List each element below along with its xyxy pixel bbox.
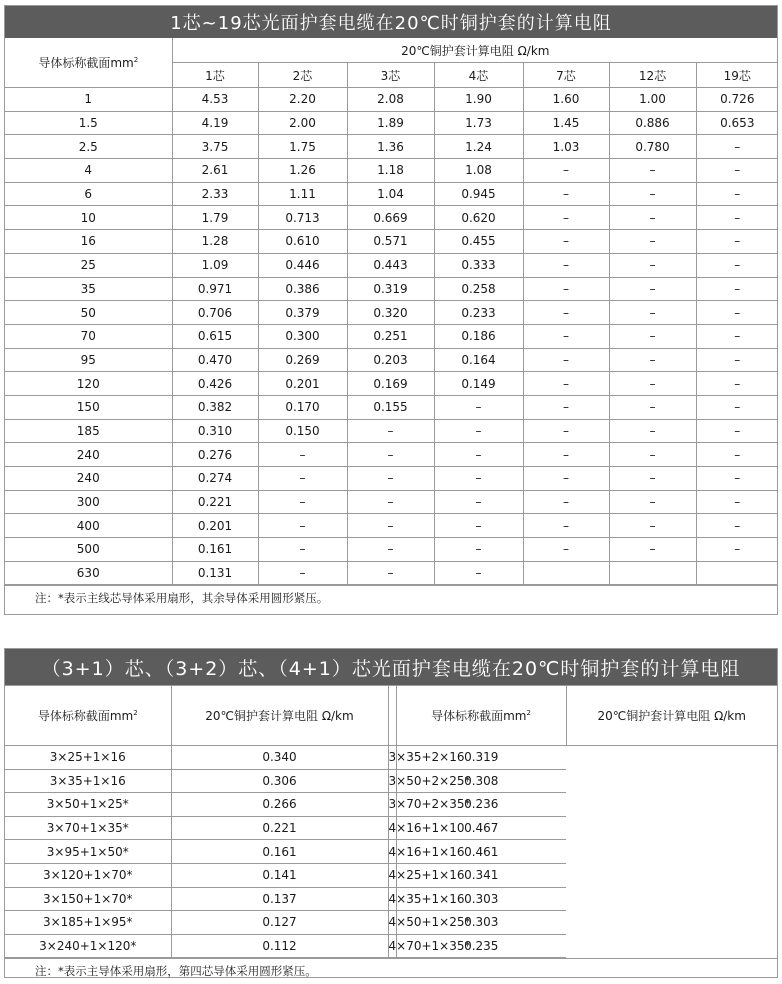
resistance-cell: –: [696, 135, 778, 159]
table-row: [5, 88, 778, 112]
cross-section-cell: 1: [5, 88, 172, 112]
resistance-cell: 0.610: [258, 230, 347, 254]
resistance-cell: –: [696, 467, 778, 491]
table-row: [5, 887, 777, 911]
resistance-cell: 0.221: [171, 816, 388, 840]
resistance-cell: 0.455: [434, 230, 523, 254]
cross-section-cell: 3×120+1×70*: [5, 863, 171, 887]
resistance-cell: 0.333: [434, 253, 523, 277]
table-row: [5, 206, 778, 230]
resistance-cell: –: [523, 324, 609, 348]
resistance-cell: 1.75: [258, 135, 347, 159]
resistance-cell: 1.08: [434, 159, 523, 183]
resistance-cell: 0.269: [258, 348, 347, 372]
resistance-cell: 0.319: [347, 277, 434, 301]
resistance-cell: –: [523, 443, 609, 467]
resistance-cell: 2.33: [172, 182, 258, 206]
resistance-cell: –: [434, 443, 523, 467]
cross-section-cell: 70: [5, 324, 172, 348]
resistance-cell: –: [609, 206, 696, 230]
resistance-cell: –: [696, 277, 778, 301]
resistance-cell: –: [609, 230, 696, 254]
resistance-cell: –: [609, 372, 696, 396]
resistance-cell: 1.11: [258, 182, 347, 206]
resistance-cell: 0.170: [258, 395, 347, 419]
resistance-cell: 0.971: [172, 277, 258, 301]
table-row: [5, 348, 778, 372]
column-header-cross-section-left: 导体标称截面$mm^2$: [5, 686, 171, 746]
resistance-cell: –: [258, 561, 347, 585]
cross-section-cell: 95: [5, 348, 172, 372]
resistance-cell: –: [523, 419, 609, 443]
resistance-cell: 0.303: [396, 887, 566, 911]
cross-section-cell: 4×16+1×10: [388, 816, 396, 840]
resistance-cell: 0.780: [609, 135, 696, 159]
table-row: [5, 253, 778, 277]
resistance-cell: –: [696, 538, 778, 562]
resistance-cell: 0.186: [434, 324, 523, 348]
resistance-cell: –: [523, 467, 609, 491]
resistance-cell: 0.149: [434, 372, 523, 396]
cross-section-cell: 3×50+1×25*: [5, 793, 171, 817]
cross-section-cell: 240: [5, 467, 172, 491]
table-row: [5, 395, 778, 419]
resistance-cell: 0.615: [172, 324, 258, 348]
table-row: [5, 561, 778, 585]
resistance-cell: 0.467: [396, 816, 566, 840]
core-header-4: 7芯: [523, 63, 609, 88]
resistance-cell: –: [523, 230, 609, 254]
resistance-cell: –: [523, 372, 609, 396]
resistance-cell: [696, 561, 778, 585]
resistance-cell: 0.155: [347, 395, 434, 419]
core-header-1: 2芯: [258, 63, 347, 88]
core-header-0: 1芯: [172, 63, 258, 88]
resistance-cell: –: [258, 538, 347, 562]
resistance-cell: 1.24: [434, 135, 523, 159]
resistance-cell: 1.09: [172, 253, 258, 277]
resistance-cell: 0.127: [171, 911, 388, 935]
table-row: [5, 301, 778, 325]
resistance-cell: 0.726: [696, 88, 778, 112]
resistance-cell: 0.303: [396, 911, 566, 935]
resistance-cell: –: [347, 467, 434, 491]
resistance-cell: –: [523, 277, 609, 301]
cross-section-cell: 185: [5, 419, 172, 443]
resistance-cell: –: [609, 514, 696, 538]
resistance-cell: 0.251: [347, 324, 434, 348]
resistance-cell: –: [347, 514, 434, 538]
resistance-cell: –: [258, 514, 347, 538]
resistance-cell: –: [609, 324, 696, 348]
cross-section-cell: 3×35+1×16: [5, 769, 171, 793]
resistance-cell: –: [609, 182, 696, 206]
resistance-cell: 1.03: [523, 135, 609, 159]
resistance-cell: 0.470: [172, 348, 258, 372]
resistance-cell: 0.620: [434, 206, 523, 230]
resistance-cell: 0.161: [171, 840, 388, 864]
resistance-cell: –: [523, 301, 609, 325]
table-row: [5, 111, 778, 135]
resistance-cell: 0.340: [171, 746, 388, 770]
resistance-cell: 0.203: [347, 348, 434, 372]
resistance-cell: 0.320: [347, 301, 434, 325]
resistance-cell: 4.53: [172, 88, 258, 112]
resistance-cell: 0.443: [347, 253, 434, 277]
resistance-cell: –: [609, 348, 696, 372]
resistance-cell: –: [523, 395, 609, 419]
resistance-cell: 0.379: [258, 301, 347, 325]
cross-section-cell: 4×25+1×16: [388, 863, 396, 887]
resistance-cell: 0.131: [172, 561, 258, 585]
resistance-cell: 0.945: [434, 182, 523, 206]
resistance-cell: –: [609, 253, 696, 277]
resistance-cell: 2.20: [258, 88, 347, 112]
core-header-5: 12芯: [609, 63, 696, 88]
resistance-cell: 0.308: [396, 769, 566, 793]
resistance-cell: 0.236: [396, 793, 566, 817]
table-row: [5, 230, 778, 254]
resistance-cell: 1.28: [172, 230, 258, 254]
table-row: [5, 769, 777, 793]
resistance-cell: 0.461: [396, 840, 566, 864]
table-row: [5, 419, 778, 443]
resistance-cell: 0.306: [171, 769, 388, 793]
resistance-cell: –: [696, 182, 778, 206]
resistance-cell: 0.112: [171, 934, 388, 958]
resistance-cell: –: [258, 490, 347, 514]
resistance-cell: –: [347, 443, 434, 467]
column-header-cross-section: 导体标称截面$mm^2$: [5, 38, 172, 88]
resistance-cell: 1.90: [434, 88, 523, 112]
table-1-grid: [5, 38, 778, 585]
resistance-cell: 1.73: [434, 111, 523, 135]
table-row: [5, 538, 778, 562]
table-2-note: 注：*表示主导体采用扇形，第四芯导体采用圆形紧压。: [5, 958, 777, 980]
table-row: [5, 490, 778, 514]
cross-section-cell: 4×35+1×16: [388, 887, 396, 911]
resistance-cell: –: [696, 419, 778, 443]
column-header-cross-section-right: 导体标称截面$mm^2$: [396, 686, 566, 746]
table-row: [5, 911, 777, 935]
cross-section-cell: 120: [5, 372, 172, 396]
table-row: [5, 816, 777, 840]
table-row: [5, 443, 778, 467]
resistance-cell: –: [696, 324, 778, 348]
resistance-cell: 0.201: [258, 372, 347, 396]
resistance-cell: –: [696, 230, 778, 254]
resistance-cell: –: [696, 514, 778, 538]
resistance-cell: 2.08: [347, 88, 434, 112]
cross-section-cell: 6: [5, 182, 172, 206]
resistance-cell: –: [609, 277, 696, 301]
resistance-cell: –: [434, 467, 523, 491]
resistance-cell: –: [609, 159, 696, 183]
resistance-cell: 0.571: [347, 230, 434, 254]
column-header-resistance-left: 20℃铜护套计算电阻 Ω/km: [171, 686, 388, 746]
resistance-cell: 1.26: [258, 159, 347, 183]
table-2-grid: [5, 685, 777, 958]
resistance-cell: 0.221: [172, 490, 258, 514]
resistance-cell: –: [258, 443, 347, 467]
table-row: [5, 793, 777, 817]
resistance-cell: 1.36: [347, 135, 434, 159]
resistance-cell: –: [609, 538, 696, 562]
resistance-cell: 2.61: [172, 159, 258, 183]
resistance-cell: [523, 561, 609, 585]
resistance-cell: –: [523, 490, 609, 514]
cross-section-cell: 300: [5, 490, 172, 514]
resistance-cell: 1.45: [523, 111, 609, 135]
resistance-cell: –: [347, 419, 434, 443]
resistance-cell: –: [609, 490, 696, 514]
resistance-cell: –: [696, 348, 778, 372]
cross-section-cell: 630: [5, 561, 172, 585]
cross-section-cell: 4×50+1×25*: [388, 911, 396, 935]
table-2-title: （3+1）芯、（3+2）芯、（4+1）芯光面护套电缆在20℃时铜护套的计算电阻: [5, 649, 777, 685]
resistance-cell: –: [696, 372, 778, 396]
resistance-cell: 0.201: [172, 514, 258, 538]
resistance-cell: 0.341: [396, 863, 566, 887]
resistance-cell: 0.382: [172, 395, 258, 419]
resistance-cell: 0.141: [171, 863, 388, 887]
table-1-note: 注：*表示主线芯导体采用扇形，其余导体采用圆形紧压。: [5, 585, 777, 607]
table-row: [5, 840, 777, 864]
cross-section-cell: 50: [5, 301, 172, 325]
resistance-cell: 4.19: [172, 111, 258, 135]
resistance-cell: –: [523, 514, 609, 538]
resistance-cell: 1.60: [523, 88, 609, 112]
resistance-cell: –: [258, 467, 347, 491]
cross-section-cell: 35: [5, 277, 172, 301]
resistance-cell: 0.233: [434, 301, 523, 325]
cross-section-cell: 1.5: [5, 111, 172, 135]
resistance-cell: –: [347, 490, 434, 514]
cross-section-cell: 4×70+1×35*: [388, 934, 396, 958]
resistance-cell: 0.886: [609, 111, 696, 135]
cross-section-cell: 3×185+1×95*: [5, 911, 171, 935]
resistance-cell: –: [434, 395, 523, 419]
resistance-cell: –: [523, 348, 609, 372]
table-row: [5, 467, 778, 491]
core-header-2: 3芯: [347, 63, 434, 88]
table-row: [5, 182, 778, 206]
resistance-cell: –: [609, 419, 696, 443]
resistance-cell: –: [696, 443, 778, 467]
resistance-cell: 0.169: [347, 372, 434, 396]
table-1-body: [5, 88, 778, 585]
resistance-cell: –: [434, 561, 523, 585]
table-1-resistance-by-core-count: [4, 5, 778, 615]
resistance-cell: –: [696, 159, 778, 183]
core-header-6: 19芯: [696, 63, 778, 88]
resistance-cell: [609, 561, 696, 585]
resistance-cell: –: [696, 395, 778, 419]
cross-section-cell: 4: [5, 159, 172, 183]
resistance-cell: 1.89: [347, 111, 434, 135]
table-row: [5, 324, 778, 348]
resistance-cell: –: [523, 253, 609, 277]
resistance-cell: 0.300: [258, 324, 347, 348]
resistance-cell: –: [696, 490, 778, 514]
resistance-cell: –: [696, 301, 778, 325]
resistance-cell: 0.653: [696, 111, 778, 135]
cross-section-cell: 3×35+2×16: [388, 746, 396, 770]
cross-section-cell: 25: [5, 253, 172, 277]
table-row: [5, 135, 778, 159]
resistance-cell: 0.713: [258, 206, 347, 230]
resistance-cell: 0.274: [172, 467, 258, 491]
resistance-cell: –: [523, 538, 609, 562]
cross-section-cell: 2.5: [5, 135, 172, 159]
resistance-cell: 0.386: [258, 277, 347, 301]
resistance-cell: –: [434, 490, 523, 514]
table-row: [5, 159, 778, 183]
resistance-cell: 2.00: [258, 111, 347, 135]
cross-section-cell: 500: [5, 538, 172, 562]
table-row: [5, 863, 777, 887]
resistance-cell: –: [523, 182, 609, 206]
resistance-cell: –: [523, 206, 609, 230]
cross-section-cell: 3×150+1×70*: [5, 887, 171, 911]
resistance-cell: 0.164: [434, 348, 523, 372]
resistance-cell: 0.235: [396, 934, 566, 958]
resistance-cell: 1.00: [609, 88, 696, 112]
cross-section-cell: 240: [5, 443, 172, 467]
resistance-cell: 0.426: [172, 372, 258, 396]
resistance-cell: –: [609, 443, 696, 467]
cross-section-cell: 3×95+1×50*: [5, 840, 171, 864]
column-group-header-resistance: 20℃铜护套计算电阻 Ω/km: [172, 38, 778, 63]
table-row: [5, 372, 778, 396]
table-row: [5, 514, 778, 538]
resistance-cell: 0.310: [172, 419, 258, 443]
resistance-cell: 1.18: [347, 159, 434, 183]
resistance-cell: 3.75: [172, 135, 258, 159]
resistance-cell: –: [696, 206, 778, 230]
resistance-cell: 0.266: [171, 793, 388, 817]
cross-section-cell: 3×70+1×35*: [5, 816, 171, 840]
cross-section-cell: 3×70+2×35*: [388, 793, 396, 817]
resistance-cell: 0.319: [396, 746, 566, 770]
column-separator: [388, 686, 396, 746]
resistance-cell: 1.79: [172, 206, 258, 230]
resistance-cell: 0.258: [434, 277, 523, 301]
resistance-cell: 0.669: [347, 206, 434, 230]
resistance-cell: –: [696, 253, 778, 277]
resistance-cell: 0.161: [172, 538, 258, 562]
cross-section-cell: 16: [5, 230, 172, 254]
resistance-cell: –: [347, 538, 434, 562]
table-row: [5, 934, 777, 958]
table-2-resistance-multi-core: [4, 648, 778, 978]
resistance-cell: –: [434, 538, 523, 562]
table-2-body: [5, 746, 777, 958]
cross-section-cell: 4×16+1×16: [388, 840, 396, 864]
resistance-cell: –: [609, 301, 696, 325]
resistance-cell: –: [434, 514, 523, 538]
table-row: [5, 277, 778, 301]
resistance-cell: –: [434, 419, 523, 443]
resistance-cell: 0.706: [172, 301, 258, 325]
cross-section-cell: 400: [5, 514, 172, 538]
resistance-cell: 1.04: [347, 182, 434, 206]
resistance-cell: 0.137: [171, 887, 388, 911]
cross-section-cell: 3×240+1×120*: [5, 934, 171, 958]
resistance-cell: 0.446: [258, 253, 347, 277]
cross-section-cell: 3×50+2×25*: [388, 769, 396, 793]
resistance-cell: –: [347, 561, 434, 585]
resistance-cell: 0.150: [258, 419, 347, 443]
resistance-cell: –: [523, 159, 609, 183]
cross-section-cell: 10: [5, 206, 172, 230]
resistance-cell: –: [609, 467, 696, 491]
table-row: [5, 746, 777, 770]
table-1-title: 1芯~19芯光面护套电缆在20℃时铜护套的计算电阻: [5, 6, 777, 38]
resistance-cell: –: [609, 395, 696, 419]
column-header-resistance-right: 20℃铜护套计算电阻 Ω/km: [566, 686, 777, 746]
core-header-3: 4芯: [434, 63, 523, 88]
resistance-cell: 0.276: [172, 443, 258, 467]
cross-section-cell: 150: [5, 395, 172, 419]
cross-section-cell: 3×25+1×16: [5, 746, 171, 770]
